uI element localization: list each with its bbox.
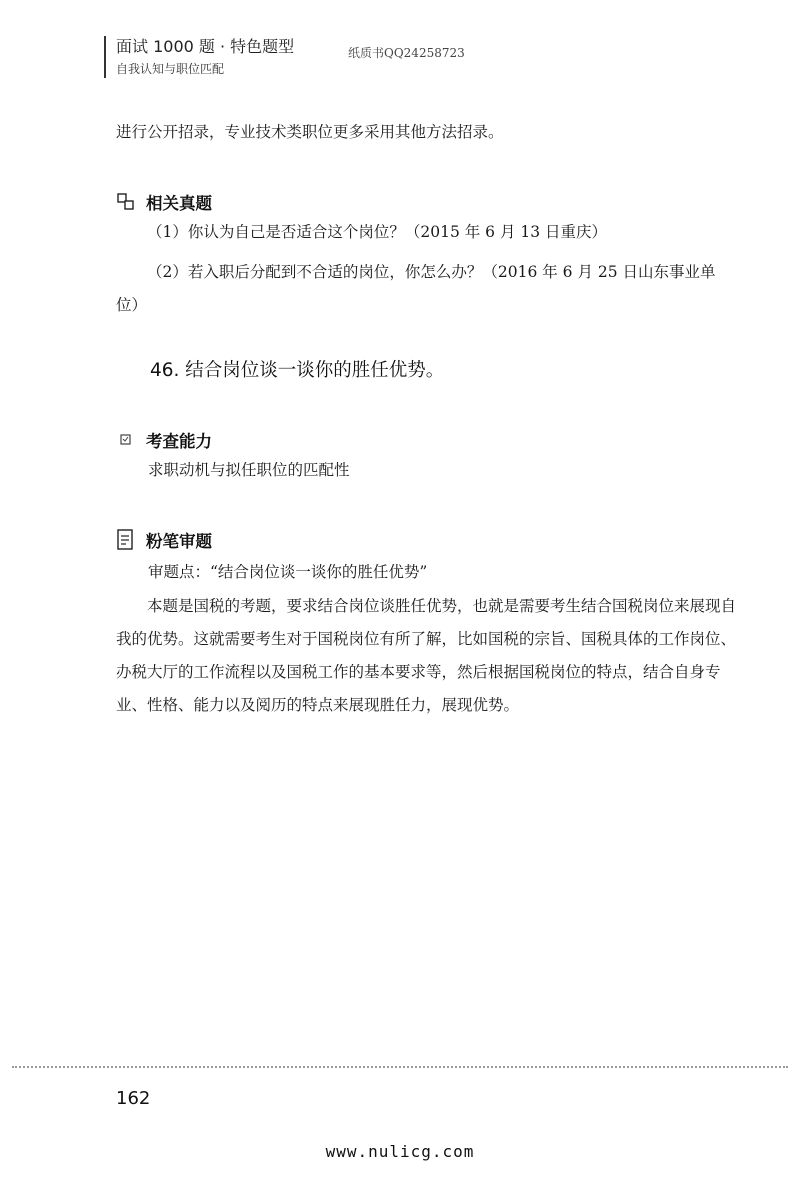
book-title: 面试 1000 题 · 特色题型 — [116, 37, 295, 56]
watermark-text: 纸质书QQ24258723 — [348, 46, 465, 60]
analysis-title: 粉笔审题 — [146, 532, 212, 551]
related-item-1: （1）你认为自己是否适合这个岗位？（2015 年 6 月 13 日重庆） — [147, 223, 608, 241]
analysis-point: 审题点：“结合岗位谈一谈你的胜任优势” — [148, 563, 428, 581]
page-number: 162 — [116, 1088, 151, 1109]
dotted-divider — [12, 1066, 788, 1071]
notepad-icon — [116, 530, 136, 550]
running-header — [104, 36, 294, 78]
checkbox-icon — [116, 430, 136, 450]
related-title: 相关真题 — [146, 194, 212, 213]
ability-section-heading — [116, 428, 212, 452]
related-item-2: （2）若入职后分配到不合适的岗位，你怎么办？（2016 年 6 月 25 日山东事业单位） — [116, 263, 716, 314]
footer-url: www.nulicg.com — [325, 1142, 475, 1161]
intro-paragraph: 进行公开招录，专业技术类职位更多采用其他方法招录。 — [116, 123, 504, 141]
question-title: 46. 结合岗位谈一谈你的胜任优势。 — [150, 360, 445, 381]
ability-text: 求职动机与拟任职位的匹配性 — [148, 461, 350, 479]
analysis-section-heading — [116, 528, 212, 552]
analysis-body: 本题是国税的考题，要求结合岗位谈胜任优势，也就是需要考生结合国税岗位来展现自我的优势。这就需要考生对于国税岗位有所了解，比如国税的宗旨、国税具体的工作岗位、办税大厅的工作流程以及国税工作的基本要求等，然后根据国税岗位的特点，结合自身专业、性格、能力以及阅历的特点来展现胜任力，展现优势。 — [116, 597, 737, 714]
related-section-heading — [116, 190, 212, 214]
ability-title: 考查能力 — [146, 432, 212, 451]
chapter-title: 自我认知与职位匹配 — [116, 62, 225, 76]
document-stack-icon — [116, 192, 136, 212]
